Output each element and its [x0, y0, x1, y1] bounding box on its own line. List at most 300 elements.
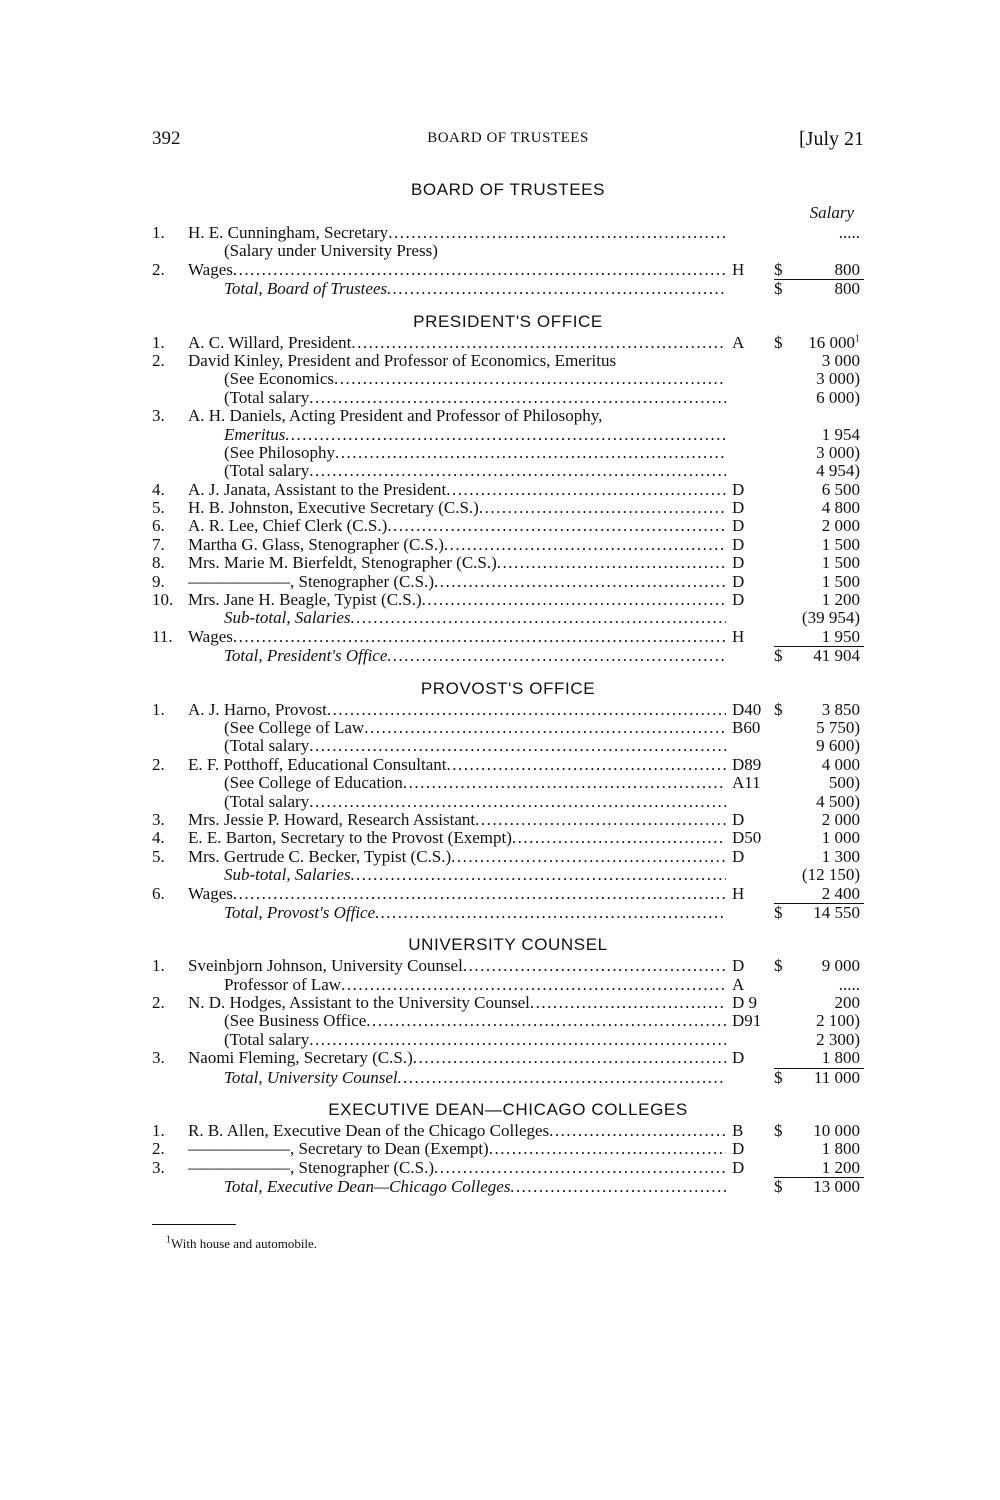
table-row [152, 573, 864, 591]
item-label [188, 904, 726, 922]
table-row [152, 866, 864, 884]
item-label-text: (See College of Law [224, 718, 365, 737]
item-number: 8. [152, 553, 165, 573]
dot-leader [434, 573, 726, 591]
item-label-text: Wages [188, 627, 233, 646]
dot-leader [309, 462, 726, 480]
table-row [152, 536, 864, 554]
item-number: 1. [152, 699, 165, 719]
item-number: 1. [152, 332, 165, 352]
budget-code: D91 [732, 1011, 762, 1031]
budget-code: D [732, 571, 745, 591]
table-row [152, 774, 864, 792]
footnote-reference: 1 [855, 332, 860, 344]
table-row [152, 389, 864, 407]
salary-amount [792, 591, 864, 609]
table-row [152, 352, 864, 370]
dot-leader [351, 334, 726, 352]
dot-leader [398, 1069, 726, 1087]
item-number: 2. [152, 259, 165, 279]
salary-amount-value: (12 150) [801, 865, 860, 885]
budget-code: D [732, 846, 745, 866]
section-gap [152, 665, 864, 673]
running-date: [July 21 [799, 128, 864, 150]
dot-leader [422, 591, 726, 609]
item-label [188, 426, 726, 444]
salary-amount-value: 5 750) [816, 717, 860, 737]
table-row [152, 370, 864, 388]
dot-leader [351, 609, 726, 627]
item-label-text: Martha G. Glass, Stenographer (C.S.) [188, 535, 444, 554]
dot-leader [327, 701, 726, 719]
salary-amount [792, 885, 864, 904]
section-title: PRESIDENT'S OFFICE [413, 311, 603, 331]
dot-leader [387, 517, 726, 535]
dot-leader [285, 426, 726, 444]
item-number: 5. [152, 846, 165, 866]
item-label-text: Total, University Counsel [224, 1068, 398, 1087]
salary-amount [792, 609, 864, 627]
item-label [188, 756, 726, 774]
item-number: 3. [152, 1048, 165, 1068]
item-label-text: Total, Provost's Office [224, 903, 376, 922]
item-label-text: Total, President's Office [224, 647, 388, 666]
item-label-text: ——————, Secretary to Dean (Exempt) [188, 1140, 489, 1159]
dot-leader [446, 481, 726, 499]
section-title: BOARD OF TRUSTEES [410, 180, 606, 199]
item-number: 2. [152, 754, 165, 774]
item-number: 9. [152, 571, 165, 591]
table-row [152, 885, 864, 903]
salary-amount [792, 1069, 864, 1087]
salary-amount-value: 9 000 [821, 956, 860, 976]
item-number: 3. [152, 809, 165, 829]
table-row [152, 737, 864, 755]
item-label-text: A. R. Lee, Chief Clerk (C.S.) [188, 517, 388, 536]
item-label-text: Mrs. Marie M. Bierfeldt, Stenographer (C.S.) [188, 554, 497, 573]
item-label-text: ——————, Stenographer (C.S.) [188, 1158, 435, 1177]
item-label-text: Sub-total, Salaries [224, 866, 351, 885]
salary-amount-value: 800 [834, 279, 860, 299]
dot-leader [335, 444, 726, 462]
budget-code: D [732, 809, 745, 829]
budget-code: A [732, 974, 745, 994]
table-row [152, 554, 864, 572]
item-number: 6. [152, 883, 165, 903]
page-number: 392 [152, 128, 181, 149]
item-label [188, 389, 726, 407]
budget-code: D [732, 1048, 745, 1068]
salary-amount-value: 1 800 [821, 1048, 860, 1068]
dot-leader [489, 1140, 726, 1158]
salary-amount [792, 957, 864, 975]
item-label-text: E. E. Barton, Secretary to the Provost (Exempt) [188, 829, 512, 848]
item-label-text: Total, Board of Trustees [224, 280, 388, 299]
table-row [152, 719, 864, 737]
item-label [188, 848, 726, 866]
salary-amount-value: ..... [838, 223, 860, 242]
salary-amount [792, 499, 864, 517]
salary-amount [792, 829, 864, 847]
salary-amount-value: 1 000 [821, 828, 860, 848]
section-gap [152, 921, 864, 929]
salary-amount [792, 389, 864, 407]
footnote [166, 1236, 317, 1252]
salary-amount [792, 573, 864, 591]
dot-leader [451, 848, 726, 866]
dot-leader [444, 536, 726, 554]
salary-amount-value: 1 950 [821, 626, 860, 646]
salary-amount [792, 701, 864, 719]
salary-amount [792, 444, 864, 462]
dot-leader [309, 389, 726, 407]
table-row [152, 701, 864, 719]
salary-amount-value: 1 800 [821, 1139, 860, 1159]
dot-leader [387, 647, 726, 665]
table-row [152, 1140, 864, 1158]
budget-code: A [732, 332, 745, 352]
item-label [188, 829, 726, 847]
item-label-text: (See College of Education [224, 774, 403, 793]
item-label [188, 719, 726, 737]
table-row [152, 426, 864, 444]
salary-column-header: Salary [809, 203, 854, 222]
budget-code: D [732, 1157, 745, 1177]
item-label [188, 976, 726, 994]
item-label [188, 444, 726, 462]
item-label [188, 499, 726, 517]
dot-leader [510, 1178, 726, 1196]
dot-leader [334, 370, 726, 388]
item-label-text: A. H. Daniels, Acting President and Professor of Philosophy, [188, 407, 603, 426]
budget-code: B60 [732, 717, 761, 737]
dot-leader [341, 976, 726, 994]
salary-amount [792, 554, 864, 572]
salary-amount [792, 1049, 864, 1068]
item-label [188, 224, 726, 242]
item-label [188, 1069, 726, 1087]
item-label [188, 261, 726, 279]
salary-amount [792, 481, 864, 499]
salary-amount [792, 994, 864, 1012]
item-number: 11. [152, 626, 173, 646]
item-label-text: Wages [188, 260, 233, 279]
item-number: 4. [152, 479, 165, 499]
budget-code: D [732, 516, 745, 536]
item-label-text: Sveinbjorn Johnson, University Counsel [188, 957, 463, 976]
table-row [152, 811, 864, 829]
table-row [152, 994, 864, 1012]
salary-amount [792, 1012, 864, 1030]
table-row [152, 407, 864, 425]
salary-amount [792, 628, 864, 647]
budget-code: D50 [732, 828, 762, 848]
item-label-text: H. E. Cunningham, Secretary [188, 224, 389, 242]
salary-amount [792, 370, 864, 388]
section-title: EXECUTIVE DEAN—CHICAGO COLLEGES [328, 1100, 688, 1120]
item-number: 3. [152, 1157, 165, 1177]
table-row [152, 609, 864, 627]
salary-amount [792, 737, 864, 755]
salary-amount [792, 719, 864, 737]
item-label [188, 554, 726, 572]
item-label-text: (Salary under University Press) [224, 242, 438, 261]
table-row [152, 1012, 864, 1030]
item-label-text: (See Business Office [224, 1012, 367, 1031]
item-number: 6. [152, 516, 165, 536]
item-label [188, 573, 726, 591]
item-number: 2. [152, 993, 165, 1013]
table-row [152, 957, 864, 975]
dollar-sign: $ [774, 956, 783, 976]
dot-leader [463, 957, 726, 975]
table-row [152, 976, 864, 994]
budget-code: D 9 [732, 993, 758, 1013]
salary-amount [792, 756, 864, 774]
section-gap [152, 1086, 864, 1094]
dot-leader [413, 1049, 726, 1067]
salary-amount-value: 13 000 [813, 1177, 860, 1197]
salary-amount-value: 2 100) [816, 1011, 860, 1031]
item-label-text: (Total salary [224, 737, 310, 756]
table-row [152, 261, 864, 279]
item-label [188, 1031, 726, 1049]
item-label [188, 481, 726, 499]
dot-leader [434, 1159, 726, 1177]
table-row [152, 1177, 864, 1195]
footnote-mark: 1 [166, 1234, 171, 1246]
salary-amount [792, 793, 864, 811]
salary-amount [792, 462, 864, 480]
table-row [152, 646, 864, 664]
budget-code: D89 [732, 754, 762, 774]
item-label-text: ——————, Stenographer (C.S.) [188, 572, 435, 591]
salary-amount-value: 2 000 [821, 809, 860, 829]
item-label-text: (Total salary [224, 1030, 310, 1049]
salary-amount-value: 11 000 [813, 1067, 860, 1087]
salary-amount-value: 1 200 [821, 1157, 860, 1177]
budget-code: D40 [732, 699, 762, 719]
item-label-text: Emeritus [224, 425, 286, 444]
salary-amount-value: 1 500 [821, 571, 860, 591]
dot-leader [387, 280, 726, 298]
dot-leader [364, 719, 726, 737]
item-label [188, 774, 726, 792]
dot-leader [447, 756, 726, 774]
dot-leader [233, 628, 726, 646]
salary-amount-value: 4 500) [816, 791, 860, 811]
item-label [188, 242, 726, 260]
table-row [152, 462, 864, 480]
item-label-text: R. B. Allen, Executive Dean of the Chicago Colleges [188, 1122, 550, 1141]
budget-code: A11 [732, 773, 761, 793]
budget-code: D [732, 498, 745, 518]
salary-amount [792, 1140, 864, 1158]
table-row [152, 499, 864, 517]
item-label [188, 957, 726, 975]
table-row [152, 224, 864, 242]
section-gap [152, 1196, 864, 1204]
salary-amount [792, 647, 864, 665]
table-row [152, 279, 864, 297]
item-label [188, 1122, 726, 1140]
budget-code: D [732, 534, 745, 554]
item-label [188, 737, 726, 755]
dot-leader [530, 994, 726, 1012]
running-title: BOARD OF TRUSTEES [427, 130, 589, 146]
salary-amount-value: 4 800 [821, 498, 860, 518]
budget-code: H [732, 626, 745, 646]
item-label [188, 370, 726, 388]
item-label [188, 1178, 726, 1196]
salary-amount [792, 866, 864, 884]
salary-amount [792, 517, 864, 535]
item-number: 10. [152, 590, 174, 610]
table-row [152, 1122, 864, 1140]
salary-amount-value: 1 300 [821, 846, 860, 866]
salary-amount-value: 1 200 [821, 590, 860, 610]
salary-amount-value: 1 954 [821, 424, 860, 444]
salary-amount-value: 9 600) [816, 736, 860, 756]
table-row [152, 591, 864, 609]
item-label [188, 1159, 726, 1177]
item-label-text: Wages [188, 884, 233, 903]
salary-amount-value: 3 000 [821, 350, 860, 370]
item-label-text: Professor of Law [224, 975, 342, 994]
item-label-text: Total, Executive Dean—Chicago Colleges [224, 1178, 511, 1197]
item-number: 2. [152, 350, 165, 370]
item-label [188, 352, 726, 370]
salary-amount [792, 536, 864, 554]
dollar-sign: $ [774, 259, 783, 279]
budget-code: D [732, 1139, 745, 1159]
salary-amount [792, 334, 864, 352]
item-number: 7. [152, 534, 165, 554]
dollar-sign: $ [774, 903, 792, 922]
dollar-sign: $ [774, 279, 792, 298]
dollar-sign: $ [774, 699, 783, 719]
salary-amount-value: 14 550 [813, 902, 860, 922]
salary-amount-value: 4 000 [821, 754, 860, 774]
dot-leader [366, 1012, 726, 1030]
salary-amount [792, 904, 864, 922]
item-label-text: A. C. Willard, President [188, 333, 352, 352]
item-label-text: (Total salary [224, 388, 310, 407]
item-label [188, 885, 726, 903]
budget-listing [152, 174, 864, 1204]
item-label [188, 1012, 726, 1030]
table-row [152, 848, 864, 866]
dollar-sign: $ [774, 1177, 792, 1196]
item-label-text: H. B. Johnston, Executive Secretary (C.S.) [188, 499, 479, 518]
dollar-sign: $ [774, 646, 792, 665]
budget-code: D [732, 479, 745, 499]
section-title: PROVOST'S OFFICE [420, 678, 596, 698]
dot-leader [403, 774, 726, 792]
item-label-text: (Total salary [224, 462, 310, 481]
salary-amount [792, 280, 864, 298]
item-label-text: A. J. Janata, Assistant to the President [188, 480, 447, 499]
salary-amount [792, 261, 864, 280]
table-row [152, 756, 864, 774]
item-label-text: David Kinley, President and Professor of Economics, Emeritus [188, 351, 617, 370]
item-label-text: Sub-total, Salaries [224, 609, 351, 628]
item-label [188, 517, 726, 535]
dot-leader [351, 866, 726, 884]
salary-amount [792, 1178, 864, 1196]
salary-amount-value: 2 400 [821, 883, 860, 903]
table-row [152, 334, 864, 352]
salary-amount-value: 3 850 [821, 699, 860, 719]
dollar-sign: $ [774, 332, 783, 352]
item-label [188, 1049, 726, 1067]
salary-amount-value: 1 500 [821, 553, 860, 573]
item-label [188, 407, 726, 425]
item-label [188, 280, 726, 298]
item-label-text: A. J. Harno, Provost [188, 700, 327, 719]
item-number: 1. [152, 1121, 165, 1141]
item-number: 3. [152, 406, 165, 426]
item-number: 4. [152, 828, 165, 848]
salary-amount [792, 352, 864, 370]
footnote-text: With house and automobile. [171, 1236, 318, 1251]
item-label [188, 647, 726, 665]
salary-amount-value: 3 000) [816, 442, 860, 462]
dollar-sign: $ [774, 1068, 792, 1087]
salary-amount-value: 2 000 [821, 516, 860, 536]
item-label [188, 591, 726, 609]
salary-amount-value: (39 954) [801, 608, 860, 628]
item-number: 5. [152, 498, 165, 518]
item-number: 2. [152, 1139, 165, 1159]
running-head [152, 128, 864, 152]
dot-leader [497, 554, 726, 572]
salary-amount-value: ..... [838, 974, 860, 994]
section-title: UNIVERSITY COUNSEL [408, 935, 608, 955]
item-label [188, 811, 726, 829]
salary-amount-value: 6 500 [821, 479, 860, 499]
salary-amount-value: 3 000) [816, 369, 860, 389]
footnote-rule [152, 1224, 236, 1225]
item-label [188, 866, 726, 884]
dollar-sign: $ [774, 1121, 783, 1141]
item-label-text: E. F. Potthoff, Educational Consultant [188, 755, 447, 774]
budget-code: D [732, 956, 745, 976]
salary-amount-value: 2 300) [816, 1029, 860, 1049]
dot-leader [388, 224, 726, 242]
salary-amount [792, 224, 864, 242]
salary-amount-value: 6 000) [816, 387, 860, 407]
item-label [188, 701, 726, 719]
salary-amount [792, 848, 864, 866]
dot-leader [233, 885, 726, 903]
budget-code: H [732, 259, 745, 279]
dot-leader [475, 811, 726, 829]
table-row [152, 829, 864, 847]
item-label-text: (Total salary [224, 792, 310, 811]
table-row [152, 628, 864, 646]
item-label [188, 462, 726, 480]
item-label [188, 628, 726, 646]
item-label [188, 334, 726, 352]
dot-leader [512, 829, 726, 847]
item-number: 1. [152, 956, 165, 976]
item-label [188, 536, 726, 554]
section-gap [152, 298, 864, 306]
item-label [188, 609, 726, 627]
salary-amount-value: 4 954) [816, 461, 860, 481]
item-label-text: (See Philosophy [224, 443, 335, 462]
